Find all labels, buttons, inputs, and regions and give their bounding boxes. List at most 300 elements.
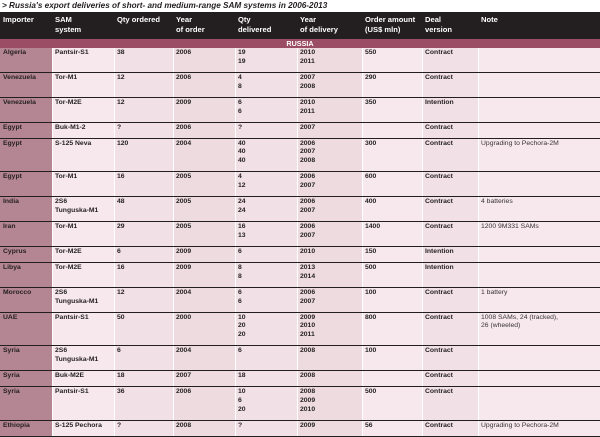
column-divider bbox=[422, 421, 423, 437]
year-of-order-cell bbox=[173, 247, 235, 263]
deal-version-cell-line: Intention bbox=[425, 247, 454, 255]
importer-cell bbox=[0, 172, 52, 197]
note-cell bbox=[478, 313, 600, 347]
sam-system-cell-line: Tunguska-M1 bbox=[55, 206, 99, 214]
year-delivery-cell bbox=[297, 371, 362, 387]
deal-version-cell bbox=[422, 387, 478, 421]
note-cell bbox=[478, 346, 600, 371]
qty-ordered-cell bbox=[114, 371, 173, 387]
column-divider bbox=[478, 371, 479, 387]
column-divider bbox=[478, 288, 479, 313]
year-delivery-cell-line: 2007 bbox=[300, 231, 316, 239]
qty-delivered-cell-line: 4 bbox=[238, 73, 242, 81]
importer-cell bbox=[0, 346, 52, 371]
order-amount-cell-line: 290 bbox=[365, 73, 377, 81]
column-divider bbox=[297, 139, 298, 173]
deal-version-cell bbox=[422, 48, 478, 73]
year-of-order-cell-line: 2005 bbox=[176, 223, 192, 231]
deal-version-cell-line: Contract bbox=[425, 313, 453, 321]
column-divider bbox=[114, 387, 115, 421]
column-divider bbox=[52, 48, 53, 73]
column-divider bbox=[235, 387, 236, 421]
column-divider bbox=[114, 48, 115, 73]
column-divider bbox=[235, 172, 236, 197]
section-band: RUSSIA bbox=[0, 39, 600, 48]
column-divider bbox=[114, 139, 115, 173]
year-delivery-cell-line: 2008 bbox=[300, 388, 316, 396]
importer-cell-line: Egypt bbox=[3, 173, 22, 181]
column-divider bbox=[114, 288, 115, 313]
year-of-order-cell-line: 2009 bbox=[176, 247, 192, 255]
header-importer: Importer bbox=[3, 15, 34, 24]
note-cell-line: Upgrading to Pechora-2M bbox=[481, 421, 559, 429]
year-delivery-cell-line: 2010 bbox=[300, 49, 316, 56]
sam-system-cell bbox=[52, 222, 114, 247]
sam-system-cell-line: Tunguska-M1 bbox=[55, 297, 99, 305]
column-divider bbox=[478, 247, 479, 263]
importer-cell bbox=[0, 48, 52, 73]
header-deal-version: Deal version bbox=[425, 15, 453, 34]
qty-ordered-cell-line: 120 bbox=[117, 139, 129, 147]
qty-ordered-cell-line: 12 bbox=[117, 98, 125, 106]
column-divider bbox=[52, 139, 53, 173]
importer-cell-line: Iran bbox=[3, 223, 16, 231]
qty-delivered-cell-line: 8 bbox=[238, 272, 242, 280]
column-divider bbox=[297, 197, 298, 222]
deal-version-cell bbox=[422, 73, 478, 98]
column-divider bbox=[173, 197, 174, 222]
qty-ordered-cell-line: 6 bbox=[117, 247, 121, 255]
year-delivery-cell-line: 2008 bbox=[300, 157, 316, 165]
year-delivery-cell bbox=[297, 123, 362, 139]
qty-ordered-cell bbox=[114, 139, 173, 173]
year-delivery-cell-line: 2006 bbox=[300, 173, 316, 181]
year-delivery-cell-line: 2008 bbox=[300, 372, 316, 380]
column-divider bbox=[173, 139, 174, 173]
importer-cell-line: Cyprus bbox=[3, 247, 27, 255]
column-divider bbox=[362, 123, 363, 139]
year-of-order-cell bbox=[173, 263, 235, 288]
column-divider bbox=[114, 263, 115, 288]
year-delivery-cell-line: 2006 bbox=[300, 139, 316, 147]
column-divider bbox=[422, 98, 423, 123]
importer-cell-line: Egypt bbox=[3, 123, 22, 131]
qty-delivered-cell bbox=[235, 371, 297, 387]
column-divider bbox=[235, 48, 236, 73]
qty-delivered-cell-line: 16 bbox=[238, 223, 246, 231]
deal-version-cell-line: Intention bbox=[425, 263, 454, 271]
year-of-order-cell bbox=[173, 421, 235, 437]
year-delivery-cell-line: 2007 bbox=[300, 148, 316, 156]
table-row bbox=[0, 371, 600, 387]
qty-ordered-cell-line: 29 bbox=[117, 223, 125, 231]
column-divider bbox=[235, 371, 236, 387]
note-cell bbox=[478, 421, 600, 437]
deal-version-cell-line: Contract bbox=[425, 223, 453, 231]
column-divider bbox=[422, 371, 423, 387]
qty-delivered-cell-line: 20 bbox=[238, 405, 246, 413]
year-delivery-cell-line: 2006 bbox=[300, 198, 316, 206]
column-divider bbox=[362, 288, 363, 313]
table-row bbox=[0, 313, 600, 347]
header-qty-ordered: Qty ordered bbox=[117, 15, 161, 24]
table-row bbox=[0, 247, 600, 263]
sam-system-cell-line: Pantsir-S1 bbox=[55, 49, 89, 56]
deal-version-cell-line: Contract bbox=[425, 49, 453, 56]
qty-delivered-cell-line: 8 bbox=[238, 263, 242, 271]
column-divider bbox=[422, 387, 423, 421]
qty-delivered-cell-line: 40 bbox=[238, 139, 246, 147]
table-caption: > Russia's export deliveries of short- and medium-range SAM systems in 2006-2013 bbox=[2, 1, 328, 10]
order-amount-cell bbox=[362, 222, 422, 247]
importer-cell bbox=[0, 313, 52, 347]
order-amount-cell bbox=[362, 139, 422, 173]
deal-version-cell bbox=[422, 123, 478, 139]
qty-ordered-cell bbox=[114, 73, 173, 98]
order-amount-cell-line: 500 bbox=[365, 388, 377, 396]
note-cell bbox=[478, 263, 600, 288]
column-divider bbox=[114, 123, 115, 139]
column-divider bbox=[114, 371, 115, 387]
importer-cell-line: Syria bbox=[3, 372, 20, 380]
order-amount-cell bbox=[362, 387, 422, 421]
order-amount-cell bbox=[362, 288, 422, 313]
header-year-of-order: Year of order bbox=[176, 15, 205, 34]
table-header bbox=[0, 12, 600, 39]
year-delivery-cell bbox=[297, 288, 362, 313]
note-cell bbox=[478, 387, 600, 421]
importer-cell-line: Venezuela bbox=[3, 98, 36, 106]
year-of-order-cell-line: 2004 bbox=[176, 288, 192, 296]
sam-system-cell bbox=[52, 123, 114, 139]
qty-delivered-cell-line: ? bbox=[238, 421, 243, 429]
column-divider bbox=[173, 263, 174, 288]
order-amount-cell-line: 800 bbox=[365, 313, 377, 321]
column-divider bbox=[362, 346, 363, 371]
qty-delivered-cell-line: 19 bbox=[238, 49, 246, 56]
sam-system-cell-line: Tunguska-M1 bbox=[55, 356, 99, 364]
qty-ordered-cell-line: 16 bbox=[117, 173, 125, 181]
sam-system-cell-line: Tor-M1 bbox=[55, 73, 78, 81]
table-row bbox=[0, 222, 600, 247]
column-divider bbox=[297, 172, 298, 197]
year-delivery-cell-line: 2014 bbox=[300, 272, 316, 280]
year-of-order-cell-line: 2008 bbox=[176, 421, 192, 429]
column-divider bbox=[52, 371, 53, 387]
sam-system-cell-line: Tor-M2E bbox=[55, 247, 82, 255]
column-divider bbox=[422, 73, 423, 98]
deal-version-cell bbox=[422, 98, 478, 123]
note-cell-line: 1008 SAMs, 24 (tracked), bbox=[481, 313, 559, 321]
column-divider bbox=[297, 263, 298, 288]
table-row bbox=[0, 172, 600, 197]
importer-cell bbox=[0, 421, 52, 437]
column-divider bbox=[422, 172, 423, 197]
column-divider bbox=[297, 48, 298, 73]
deal-version-cell-line: Contract bbox=[425, 173, 453, 181]
column-divider bbox=[173, 247, 174, 263]
importer-cell-line: Ethiopia bbox=[3, 421, 30, 429]
sam-system-cell-line: Tor-M2E bbox=[55, 263, 82, 271]
year-delivery-cell bbox=[297, 197, 362, 222]
column-divider bbox=[422, 123, 423, 139]
importer-cell-line: Algeria bbox=[3, 49, 27, 56]
importer-cell-line: Venezuela bbox=[3, 73, 36, 81]
deal-version-cell bbox=[422, 222, 478, 247]
note-cell bbox=[478, 48, 600, 73]
importer-cell bbox=[0, 197, 52, 222]
year-delivery-cell bbox=[297, 421, 362, 437]
order-amount-cell-line: 300 bbox=[365, 139, 377, 147]
sam-system-cell bbox=[52, 98, 114, 123]
qty-ordered-cell bbox=[114, 421, 173, 437]
year-delivery-cell-line: 2008 bbox=[300, 82, 316, 90]
year-of-order-cell bbox=[173, 346, 235, 371]
column-divider bbox=[478, 387, 479, 421]
year-delivery-cell bbox=[297, 48, 362, 73]
qty-delivered-cell-line: 10 bbox=[238, 313, 246, 321]
header-order-amount: Order amount (US$ mln) bbox=[365, 15, 416, 34]
sam-system-cell bbox=[52, 288, 114, 313]
header-year-of-delivery: Year of delivery bbox=[300, 15, 338, 34]
column-divider bbox=[114, 172, 115, 197]
order-amount-cell-line: 100 bbox=[365, 288, 377, 296]
column-divider bbox=[362, 172, 363, 197]
sam-system-cell-line: Tor-M2E bbox=[55, 98, 82, 106]
table-row bbox=[0, 98, 600, 123]
sam-system-cell-line: Pantsir-S1 bbox=[55, 388, 89, 396]
column-divider bbox=[478, 48, 479, 73]
year-of-order-cell bbox=[173, 73, 235, 98]
year-of-order-cell bbox=[173, 387, 235, 421]
column-divider bbox=[52, 263, 53, 288]
order-amount-cell-line: 400 bbox=[365, 198, 377, 206]
column-divider bbox=[362, 139, 363, 173]
column-divider bbox=[297, 313, 298, 347]
year-delivery-cell-line: 2011 bbox=[300, 107, 315, 115]
column-divider bbox=[478, 421, 479, 437]
year-of-order-cell bbox=[173, 197, 235, 222]
note-cell bbox=[478, 197, 600, 222]
column-divider bbox=[52, 172, 53, 197]
sam-system-cell-line: Buk-M2E bbox=[55, 372, 85, 380]
deal-version-cell bbox=[422, 263, 478, 288]
column-divider bbox=[173, 172, 174, 197]
table-row bbox=[0, 48, 600, 73]
year-of-order-cell-line: 2006 bbox=[176, 388, 192, 396]
order-amount-cell bbox=[362, 172, 422, 197]
table-row bbox=[0, 197, 600, 222]
importer-cell bbox=[0, 247, 52, 263]
column-divider bbox=[478, 263, 479, 288]
column-divider bbox=[362, 387, 363, 421]
qty-delivered-cell-line: 6 bbox=[238, 98, 242, 106]
importer-cell-line: India bbox=[3, 198, 19, 206]
column-divider bbox=[52, 313, 53, 347]
qty-delivered-cell bbox=[235, 313, 297, 347]
year-delivery-cell-line: 2010 bbox=[300, 247, 316, 255]
qty-delivered-cell bbox=[235, 48, 297, 73]
sam-system-cell bbox=[52, 172, 114, 197]
column-divider bbox=[52, 98, 53, 123]
sam-system-cell bbox=[52, 197, 114, 222]
table-row bbox=[0, 123, 600, 139]
year-delivery-cell bbox=[297, 313, 362, 347]
qty-delivered-cell bbox=[235, 247, 297, 263]
table-row bbox=[0, 421, 600, 437]
column-divider bbox=[422, 197, 423, 222]
column-divider bbox=[478, 73, 479, 98]
header-note: Note bbox=[481, 15, 498, 24]
deal-version-cell bbox=[422, 313, 478, 347]
sam-system-cell bbox=[52, 73, 114, 98]
sam-system-cell bbox=[52, 139, 114, 173]
column-divider bbox=[173, 98, 174, 123]
order-amount-cell-line: 56 bbox=[365, 421, 373, 429]
qty-ordered-cell bbox=[114, 387, 173, 421]
column-divider bbox=[235, 98, 236, 123]
column-divider bbox=[478, 98, 479, 123]
column-divider bbox=[173, 48, 174, 73]
year-of-order-cell bbox=[173, 98, 235, 123]
year-delivery-cell-line: 2009 bbox=[300, 421, 316, 429]
qty-delivered-cell-line: 12 bbox=[238, 182, 246, 190]
sam-system-cell-line: Pantsir-S1 bbox=[55, 313, 89, 321]
column-divider bbox=[362, 421, 363, 437]
qty-delivered-cell-line: 6 bbox=[238, 297, 242, 305]
column-divider bbox=[173, 346, 174, 371]
column-divider bbox=[114, 247, 115, 263]
importer-cell-line: Syria bbox=[3, 347, 20, 355]
year-delivery-cell-line: 2009 bbox=[300, 397, 316, 405]
importer-cell-line: Morocco bbox=[3, 288, 32, 296]
note-cell-line: 1 battery bbox=[481, 288, 508, 296]
importer-cell bbox=[0, 288, 52, 313]
header-qty-delivered: Qty delivered bbox=[238, 15, 272, 34]
column-divider bbox=[297, 222, 298, 247]
qty-delivered-cell bbox=[235, 197, 297, 222]
order-amount-cell bbox=[362, 197, 422, 222]
deal-version-cell bbox=[422, 421, 478, 437]
deal-version-cell bbox=[422, 197, 478, 222]
deal-version-cell-line: Contract bbox=[425, 73, 453, 81]
column-divider bbox=[297, 98, 298, 123]
order-amount-cell bbox=[362, 98, 422, 123]
column-divider bbox=[235, 263, 236, 288]
year-delivery-cell-line: 2010 bbox=[300, 322, 316, 330]
qty-delivered-cell bbox=[235, 387, 297, 421]
qty-delivered-cell bbox=[235, 288, 297, 313]
year-delivery-cell-line: 2006 bbox=[300, 288, 316, 296]
deal-version-cell bbox=[422, 139, 478, 173]
column-divider bbox=[362, 247, 363, 263]
year-delivery-cell bbox=[297, 73, 362, 98]
year-delivery-cell bbox=[297, 387, 362, 421]
qty-delivered-cell-line: 10 bbox=[238, 388, 246, 396]
column-divider bbox=[173, 387, 174, 421]
column-divider bbox=[362, 313, 363, 347]
column-divider bbox=[422, 288, 423, 313]
deal-version-cell-line: Contract bbox=[425, 372, 453, 380]
order-amount-cell-line: 600 bbox=[365, 173, 377, 181]
year-of-order-cell-line: 2006 bbox=[176, 73, 192, 81]
note-cell bbox=[478, 371, 600, 387]
year-of-order-cell bbox=[173, 288, 235, 313]
qty-delivered-cell-line: 24 bbox=[238, 198, 246, 206]
column-divider bbox=[478, 222, 479, 247]
year-delivery-cell-line: 2013 bbox=[300, 263, 316, 271]
year-of-order-cell bbox=[173, 123, 235, 139]
qty-delivered-cell-line: 18 bbox=[238, 372, 246, 380]
qty-ordered-cell bbox=[114, 263, 173, 288]
qty-ordered-cell-line: 38 bbox=[117, 49, 125, 56]
column-divider bbox=[52, 222, 53, 247]
qty-delivered-cell bbox=[235, 263, 297, 288]
column-divider bbox=[297, 421, 298, 437]
qty-ordered-cell-line: ? bbox=[117, 421, 122, 429]
column-divider bbox=[52, 421, 53, 437]
qty-ordered-cell-line: 16 bbox=[117, 263, 125, 271]
sam-system-cell-line: S-125 Neva bbox=[55, 139, 92, 147]
year-of-order-cell bbox=[173, 371, 235, 387]
column-divider bbox=[114, 346, 115, 371]
qty-delivered-cell-line: 19 bbox=[238, 57, 246, 65]
year-of-order-cell-line: 2004 bbox=[176, 347, 192, 355]
note-cell-line: 4 batteries bbox=[481, 198, 513, 206]
qty-ordered-cell-line: ? bbox=[117, 123, 122, 131]
qty-ordered-cell bbox=[114, 313, 173, 347]
year-of-order-cell-line: 2000 bbox=[176, 313, 192, 321]
importer-cell bbox=[0, 73, 52, 98]
column-divider bbox=[173, 123, 174, 139]
deal-version-cell-line: Contract bbox=[425, 421, 453, 429]
column-divider bbox=[114, 222, 115, 247]
year-of-order-cell bbox=[173, 139, 235, 173]
sam-system-cell bbox=[52, 263, 114, 288]
column-divider bbox=[478, 172, 479, 197]
year-of-order-cell-line: 2007 bbox=[176, 372, 192, 380]
year-delivery-cell bbox=[297, 346, 362, 371]
qty-delivered-cell-line: 40 bbox=[238, 157, 246, 165]
year-delivery-cell-line: 2007 bbox=[300, 297, 316, 305]
qty-delivered-cell-line: 6 bbox=[238, 397, 242, 405]
note-cell-line: Upgrading to Pechora-2M bbox=[481, 139, 559, 147]
qty-ordered-cell bbox=[114, 346, 173, 371]
importer-cell-line: Syria bbox=[3, 388, 20, 396]
qty-delivered-cell-line: 24 bbox=[238, 206, 246, 214]
deal-version-cell-line: Contract bbox=[425, 347, 453, 355]
column-divider bbox=[52, 387, 53, 421]
year-delivery-cell-line: 2007 bbox=[300, 73, 316, 81]
year-delivery-cell-line: 2007 bbox=[300, 123, 316, 131]
deal-version-cell-line: Contract bbox=[425, 139, 453, 147]
qty-ordered-cell-line: 36 bbox=[117, 388, 125, 396]
deal-version-cell bbox=[422, 172, 478, 197]
year-delivery-cell-line: 2010 bbox=[300, 98, 316, 106]
year-of-order-cell-line: 2009 bbox=[176, 98, 192, 106]
importer-cell-line: UAE bbox=[3, 313, 18, 321]
year-delivery-cell-line: 2010 bbox=[300, 405, 316, 413]
deal-version-cell-line: Contract bbox=[425, 198, 453, 206]
deal-version-cell-line: Intention bbox=[425, 98, 454, 106]
qty-delivered-cell bbox=[235, 123, 297, 139]
column-divider bbox=[114, 98, 115, 123]
deal-version-cell-line: Contract bbox=[425, 123, 453, 131]
order-amount-cell-line: 350 bbox=[365, 98, 377, 106]
deal-version-cell-line: Contract bbox=[425, 388, 453, 396]
column-divider bbox=[235, 346, 236, 371]
note-cell-line: 1200 9M331 SAMs bbox=[481, 223, 539, 231]
